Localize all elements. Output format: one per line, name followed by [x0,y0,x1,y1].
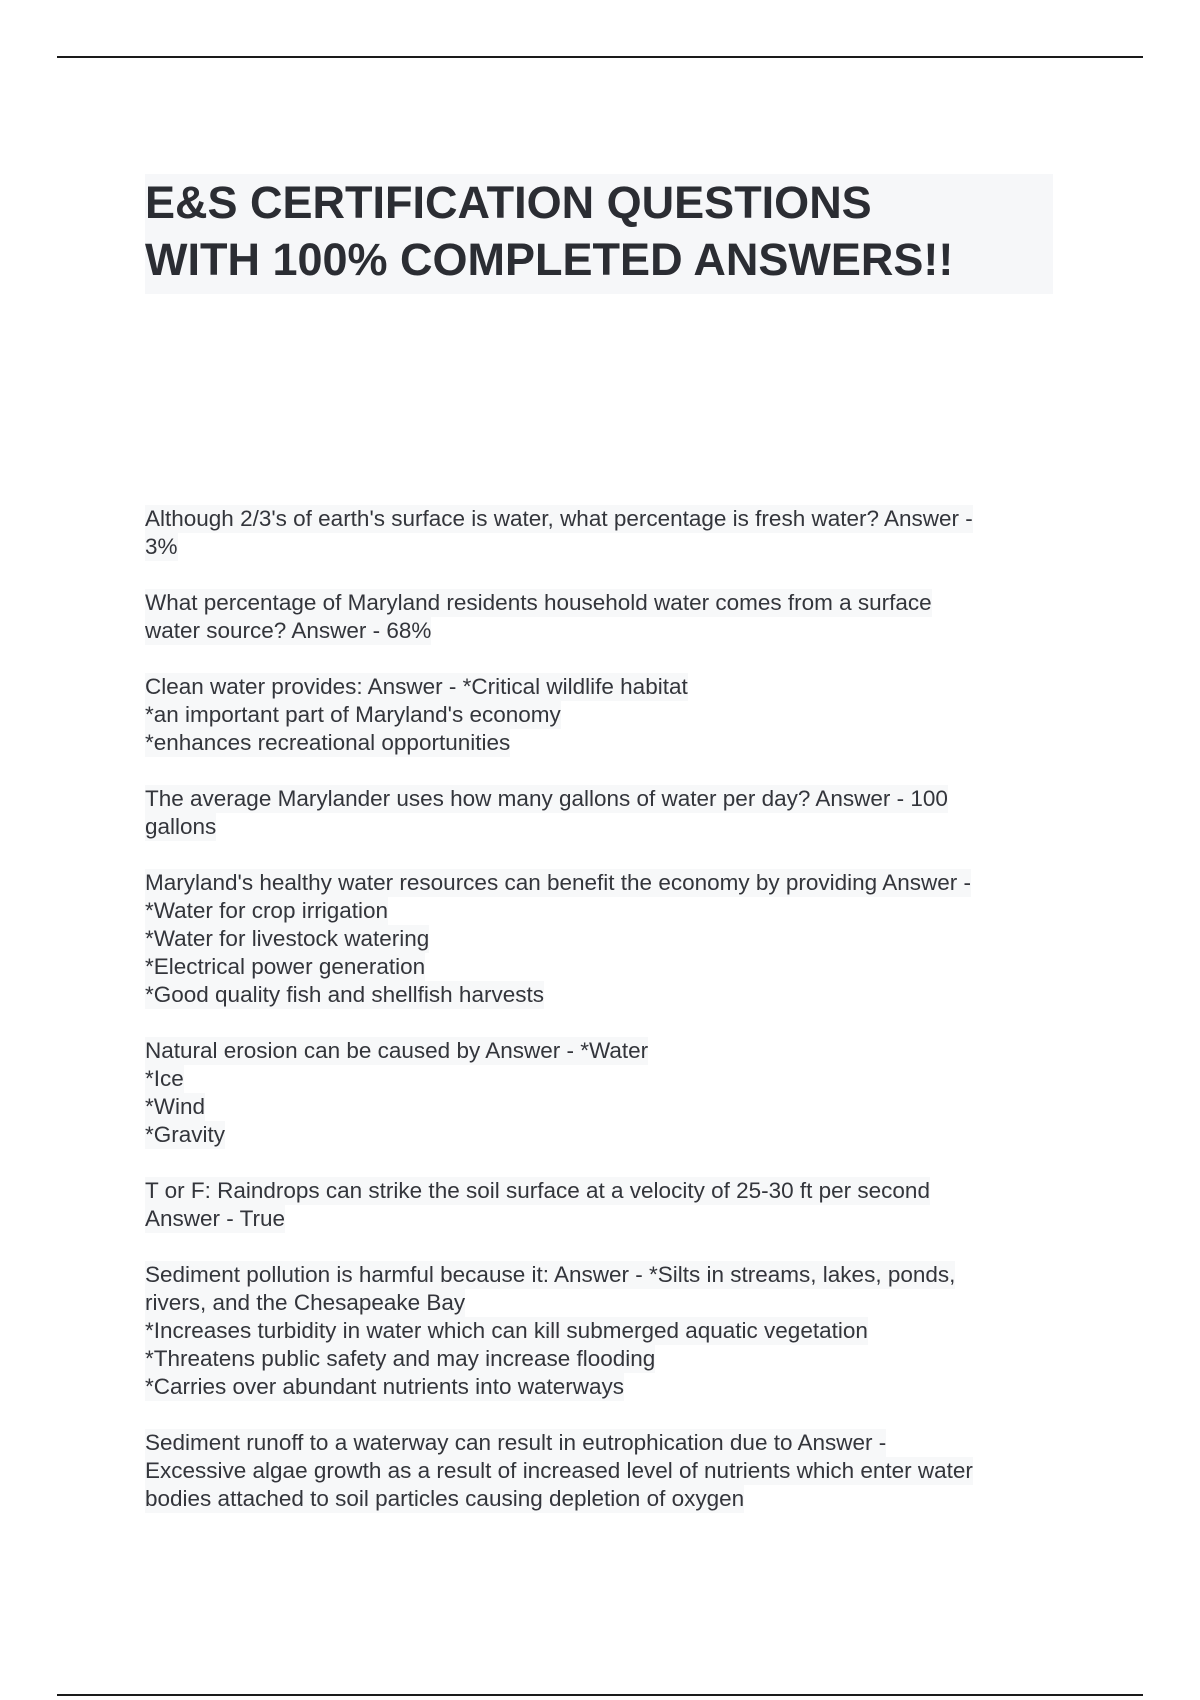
qa-text-line: *Gravity [145,1122,226,1147]
qa-item [145,869,1045,1009]
qa-text-line: Maryland's healthy water resources can benefit the economy by providing Answer - [145,870,971,895]
qa-item [145,673,1045,757]
qa-text-line: 3% [145,534,178,559]
qa-text-line: gallons [145,814,217,839]
qa-text-line: *Good quality fish and shellfish harvests [145,982,544,1007]
document-title [145,174,1053,294]
qa-item [145,1037,1045,1149]
title-line: E&S CERTIFICATION QUESTIONS [145,177,872,228]
qa-text-line: *Increases turbidity in water which can kill submerged aquatic vegetation [145,1318,868,1343]
qa-text-line: The average Marylander uses how many gallons of water per day? Answer - 100 [145,786,948,811]
bottom-divider [57,1694,1143,1696]
qa-text-line: *Water for crop irrigation [145,898,388,923]
qa-text-line: Clean water provides: Answer - *Critical wildlife habitat [145,674,688,699]
qa-list [145,505,1045,1541]
qa-text-line: *Electrical power generation [145,954,426,979]
qa-text-line: *Ice [145,1066,184,1091]
top-divider [57,56,1143,58]
qa-text-line: Sediment runoff to a waterway can result in eutrophication due to Answer - [145,1430,887,1455]
qa-text-line: What percentage of Maryland residents household water comes from a surface [145,590,932,615]
qa-item [145,589,1045,645]
qa-text-line: *Wind [145,1094,206,1119]
qa-text-line: bodies attached to soil particles causing depletion of oxygen [145,1486,745,1511]
qa-text-line: *Water for livestock watering [145,926,430,951]
qa-text-line: Natural erosion can be caused by Answer - *Water [145,1038,649,1063]
qa-text-line: Excessive algae growth as a result of increased level of nutrients which enter water [145,1458,973,1483]
qa-text-line: Answer - True [145,1206,286,1231]
qa-text-line: rivers, and the Chesapeake Bay [145,1290,466,1315]
qa-text-line: Although 2/3's of earth's surface is water, what percentage is fresh water? Answer - [145,506,973,531]
qa-text-line: *an important part of Maryland's economy [145,702,561,727]
qa-text-line: Sediment pollution is harmful because it: Answer - *Silts in streams, lakes, ponds, [145,1262,956,1287]
qa-item [145,785,1045,841]
title-line: WITH 100% COMPLETED ANSWERS!! [145,234,954,285]
qa-text-line: *Carries over abundant nutrients into waterways [145,1374,624,1399]
qa-item [145,1261,1045,1401]
qa-text-line: T or F: Raindrops can strike the soil surface at a velocity of 25-30 ft per second [145,1178,930,1203]
qa-text-line: *enhances recreational opportunities [145,730,511,755]
qa-text-line: water source? Answer - 68% [145,618,432,643]
qa-item [145,1429,1045,1513]
qa-item [145,1177,1045,1233]
qa-text-line: *Threatens public safety and may increase flooding [145,1346,656,1371]
qa-item [145,505,1045,561]
